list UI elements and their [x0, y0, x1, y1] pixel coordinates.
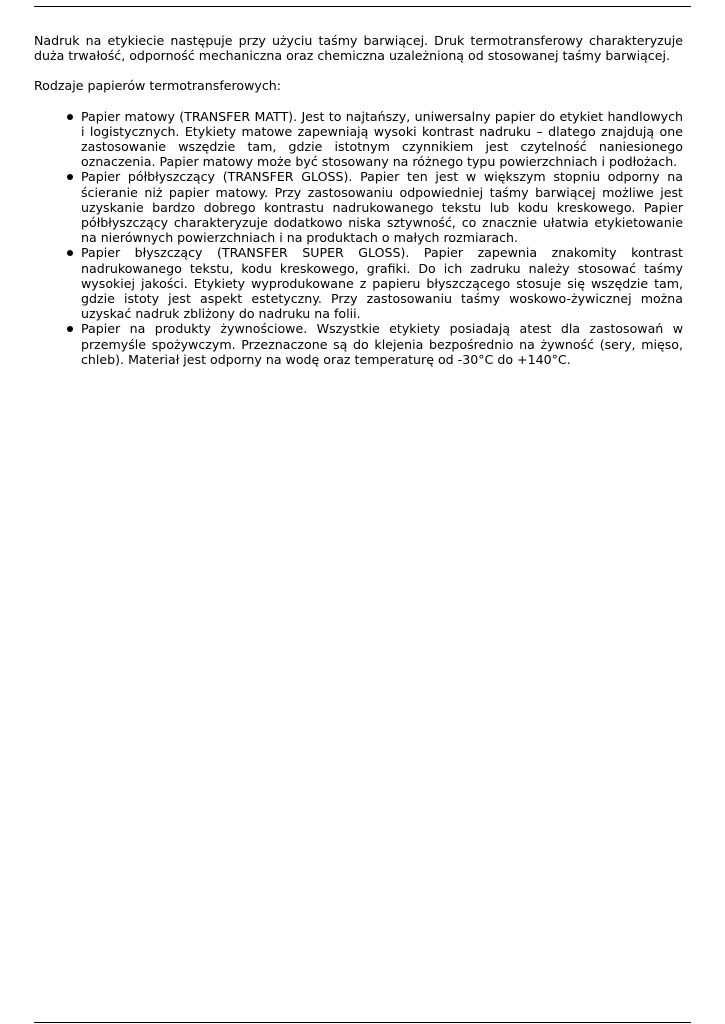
list-item	[81, 245, 683, 321]
intro-paragraph: Nadruk na etykiecie następuje przy użyciu taśmy barwiącej. Druk termotransferowy charakteryzuje duża trwałość, odporność mechaniczna oraz chemiczna uzależnioną od stosowanej taśmy barwiącej.	[34, 33, 683, 64]
paper-type-list	[34, 109, 683, 367]
bullet-icon	[67, 250, 73, 256]
bullet-icon	[67, 114, 73, 120]
list-item-text: Papier matowy (TRANSFER MATT). Jest to najtańszy, uniwersalny papier do etykiet handlowych i logistycznych. Etykiety matowe zapewniają wysoki kontrast nadruku – dlatego znajdują one zastosowanie wszędzie tam, gdzie istotnym czynnikiem jest czytelność naniesionego oznaczenia. Papier matowy może być stosowany na różnego typu powierzchniach i podłożach.	[81, 108, 683, 170]
list-item	[81, 109, 683, 170]
bullet-icon	[67, 174, 73, 180]
list-item-text: Papier półbłyszczący (TRANSFER GLOSS). Papier ten jest w większym stopniu odporny na ścieranie niż papier matowy. Przy zastosowaniu odpowiedniej taśmy barwiącej możliwe jest uzyskanie bardzo dobrego kontrastu nadrukowanego tekstu lub kodu kreskowego. Papier półbłyszczący charakteryzuje dodatkowo niska sztywność, co znacznie ułatwia etykietowanie na nierównych powierzchniach i na produktach o małych rozmiarach.	[81, 169, 683, 246]
list-item-text: Papier na produkty żywnościowe. Wszystkie etykiety posiadają atest dla zastosowań w przemyśle spożywczym. Przeznaczone są do klejenia bezpośrednio na żywność (sery, mięso, chleb). Materiał jest odporny na wodę oraz temperaturę od -30°C do +140°C.	[81, 321, 683, 367]
document-body	[34, 33, 683, 367]
top-divider	[34, 6, 691, 7]
bullet-icon	[67, 326, 73, 332]
list-heading: Rodzaje papierów termotransferowych:	[34, 78, 282, 94]
list-item	[81, 321, 683, 367]
list-item-text: Papier błyszczący (TRANSFER SUPER GLOSS). Papier zapewnia znakomity kontrast nadrukowanego tekstu, kodu kreskowego, grafiki. Do ich zadruku należy stosować taśmy wysokiej jakości. Etykiety wyprodukowane z papieru błyszczącego stosuje się wszędzie tam, gdzie istoty jest aspekt estetyczny. Przy zastosowaniu taśmy woskowo-żywicznej można uzyskać nadruk zbliżony do nadruku na folii.	[81, 245, 683, 322]
list-item	[81, 169, 683, 245]
bottom-divider	[34, 1022, 691, 1023]
